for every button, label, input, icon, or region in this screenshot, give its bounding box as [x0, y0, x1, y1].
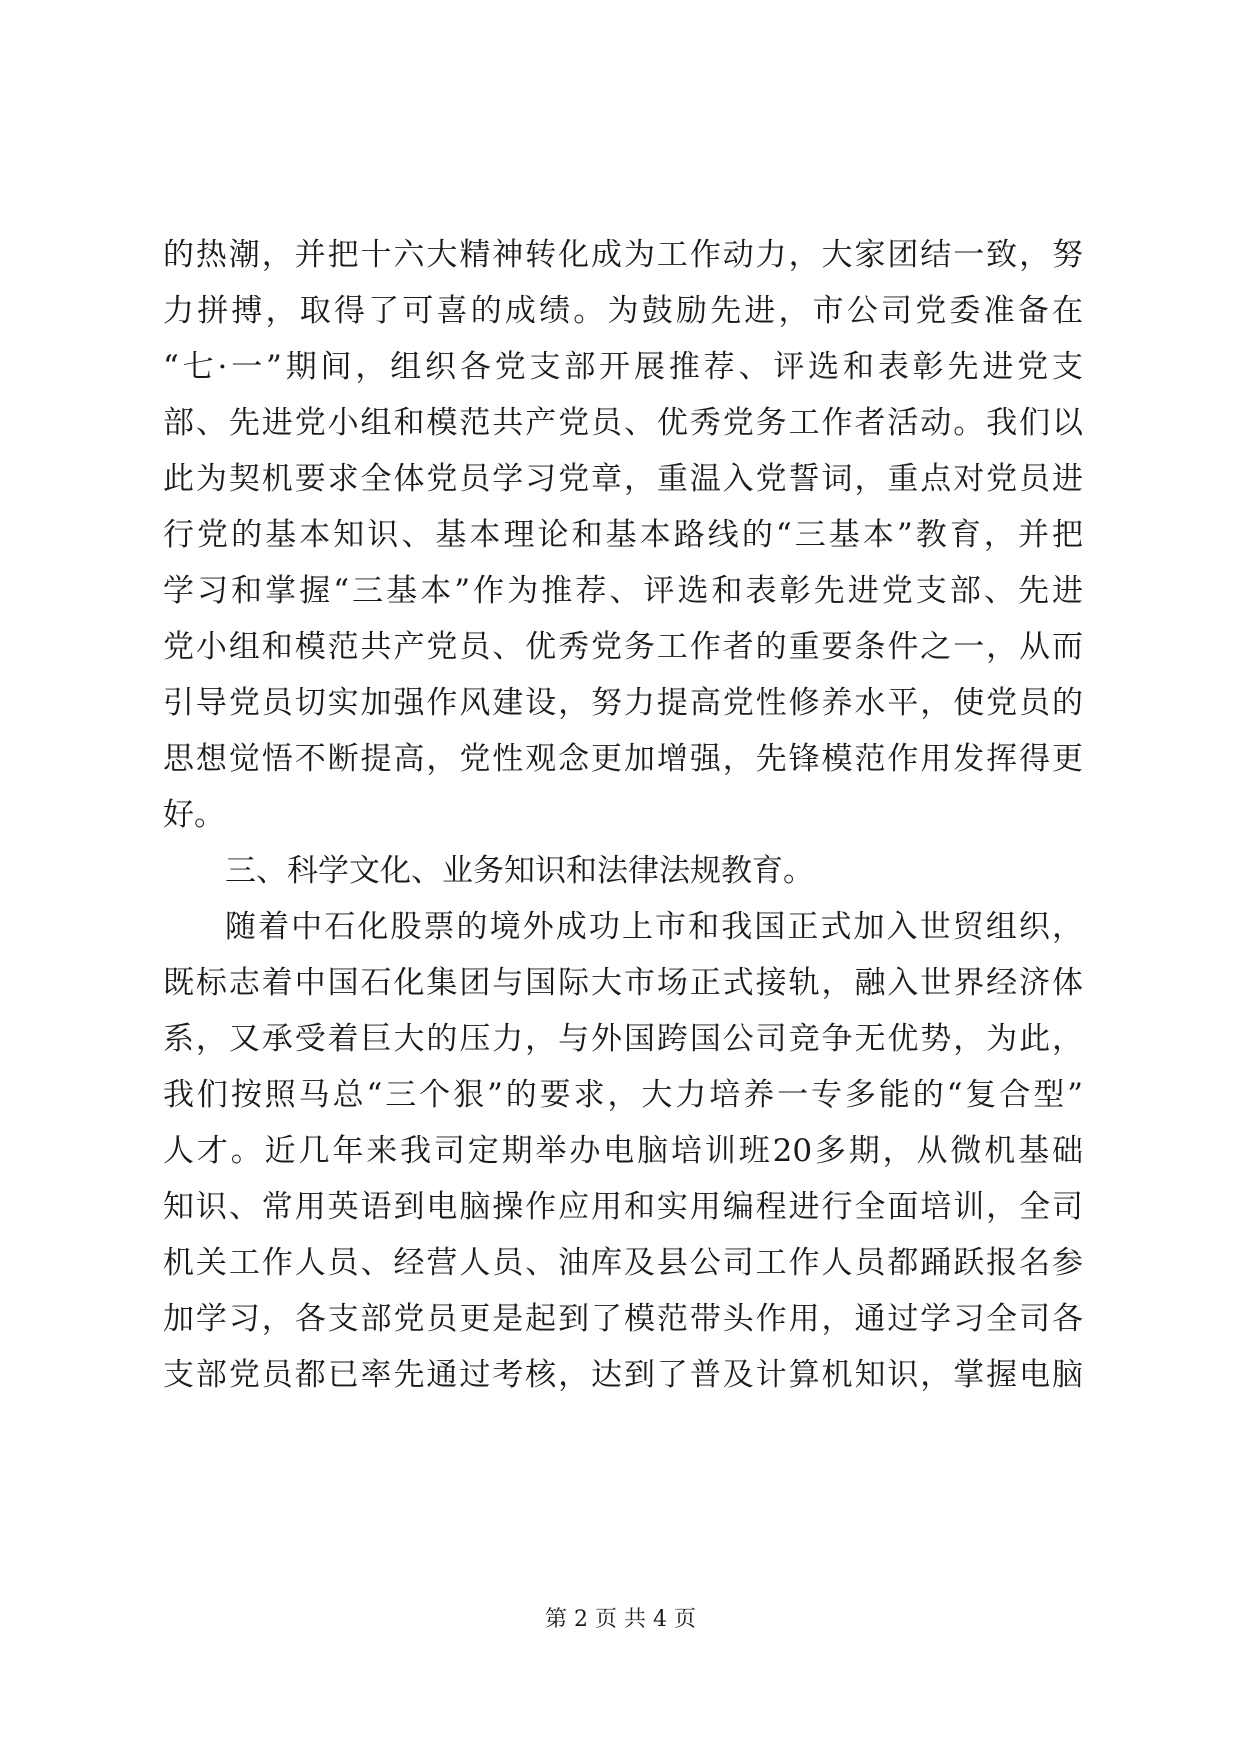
text-line: 思想觉悟不断提高，党性观念更加增强，先锋模范作用发挥得更: [163, 741, 1083, 777]
section-heading: 三、科学文化、业务知识和法律法规教育。: [225, 853, 814, 889]
text-line: 部、先进党小组和模范共产党员、优秀党务工作者活动。我们以: [163, 405, 1083, 441]
text-line: 的热潮，并把十六大精神转化成为工作动力，大家团结一致，努: [163, 237, 1083, 273]
text-line: 力拼搏，取得了可喜的成绩。为鼓励先进，市公司党委准备在: [163, 293, 1083, 329]
text-line: 支部党员都已率先通过考核，达到了普及计算机知识，掌握电脑: [163, 1357, 1083, 1393]
text-line: 系，又承受着巨大的压力，与外国跨国公司竞争无优势，为此，: [163, 1021, 1083, 1057]
text-line: 党小组和模范共产党员、优秀党务工作者的重要条件之一，从而: [163, 629, 1083, 665]
text-line: 知识、常用英语到电脑操作应用和实用编程进行全面培训，全司: [163, 1189, 1083, 1225]
page-footer: [0, 1606, 1241, 1634]
page-number: 第 2 页 共 4 页: [545, 1607, 696, 1632]
text-line: 既标志着中国石化集团与国际大市场正式接轨，融入世界经济体: [163, 965, 1083, 1001]
text-line: 我们按照马总“三个狠”的要求，大力培养一专多能的“复合型”: [163, 1077, 1083, 1113]
text-line: 行党的基本知识、基本理论和基本路线的“三基本”教育，并把: [163, 517, 1083, 553]
document-body: [163, 227, 1083, 1403]
text-line: 机关工作人员、经营人员、油库及县公司工作人员都踊跃报名参: [163, 1245, 1083, 1281]
text-line: 此为契机要求全体党员学习党章，重温入党誓词，重点对党员进: [163, 461, 1083, 497]
text-line: 人才。近几年来我司定期举办电脑培训班20多期，从微机基础: [163, 1133, 1083, 1169]
text-line: 学习和掌握“三基本”作为推荐、评选和表彰先进党支部、先进: [163, 573, 1083, 609]
text-line: 好。: [163, 797, 225, 833]
text-line: 引导党员切实加强作风建设，努力提高党性修养水平，使党员的: [163, 685, 1083, 721]
text-line: 加学习，各支部党员更是起到了模范带头作用，通过学习全司各: [163, 1301, 1083, 1337]
text-line: “七·一”期间，组织各党支部开展推荐、评选和表彰先进党支: [163, 349, 1083, 385]
text-line: 随着中石化股票的境外成功上市和我国正式加入世贸组织，: [225, 909, 1083, 945]
